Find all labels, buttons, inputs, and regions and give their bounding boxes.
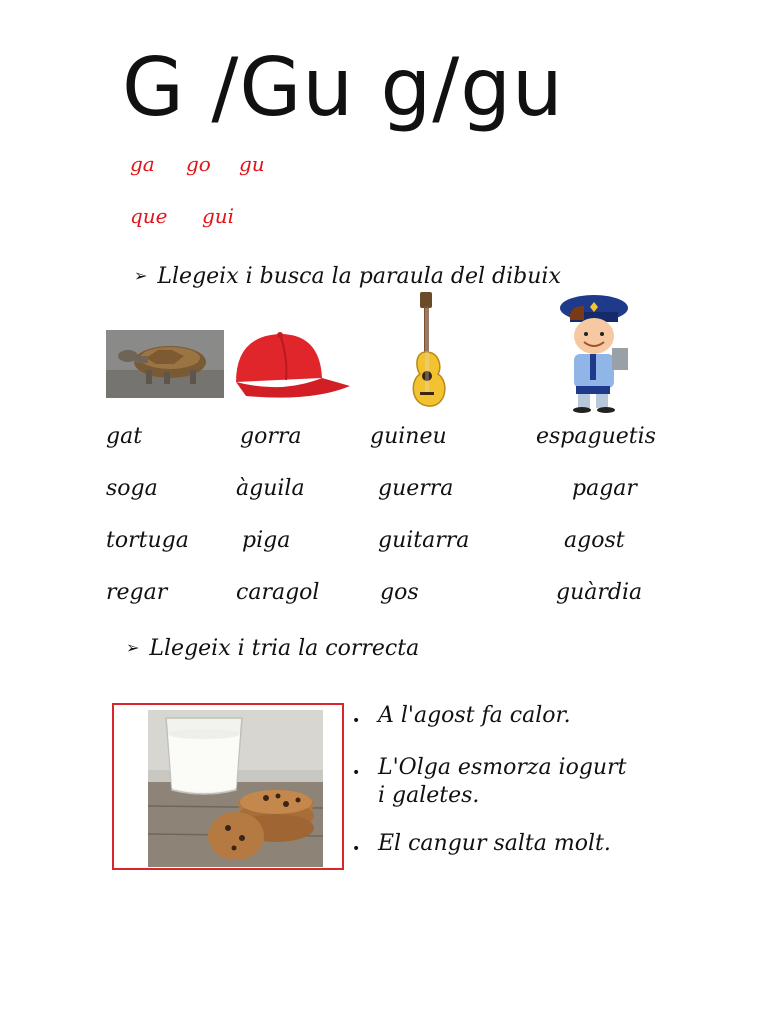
page-title: G /Gu g/gu: [122, 41, 564, 134]
word: gorra: [240, 424, 302, 449]
word: soga: [106, 476, 158, 501]
arrow-bullet-icon: ➢: [126, 638, 140, 657]
word: gos: [380, 580, 419, 605]
word: guerra: [378, 476, 454, 501]
word: guitarra: [378, 528, 470, 553]
word: caragol: [236, 580, 320, 605]
instruction-2: [126, 636, 419, 661]
word: tortuga: [106, 528, 189, 553]
word: guineu: [370, 424, 447, 449]
word: piga: [242, 528, 291, 553]
word: regar: [106, 580, 168, 605]
bullet-icon: •: [352, 841, 361, 857]
instruction-2-text: Llegeix i tria la correcta: [149, 636, 420, 661]
word: espaguetis: [536, 424, 656, 449]
police-officer-image: [556, 294, 636, 414]
syllable: que: [130, 204, 168, 228]
syllable: gui: [202, 204, 235, 228]
instruction-1-text: Llegeix i busca la paraula del dibuix: [157, 264, 561, 289]
word: pagar: [572, 476, 637, 501]
arrow-bullet-icon: ➢: [134, 266, 148, 285]
milk-and-cookies-image: [148, 710, 323, 867]
word: agost: [564, 528, 625, 553]
bullet-icon: •: [352, 765, 361, 781]
tortoise-image: [106, 330, 224, 398]
bullet-icon: •: [352, 713, 361, 729]
instruction-1: [134, 264, 561, 289]
guitar-image: [410, 292, 462, 410]
word: gat: [106, 424, 143, 449]
syllable: go: [186, 152, 211, 176]
word: guàrdia: [556, 580, 643, 605]
syllable: gu: [239, 152, 265, 176]
red-cap-image: [232, 330, 352, 398]
syllable: ga: [130, 152, 155, 176]
word: àguila: [236, 476, 305, 501]
